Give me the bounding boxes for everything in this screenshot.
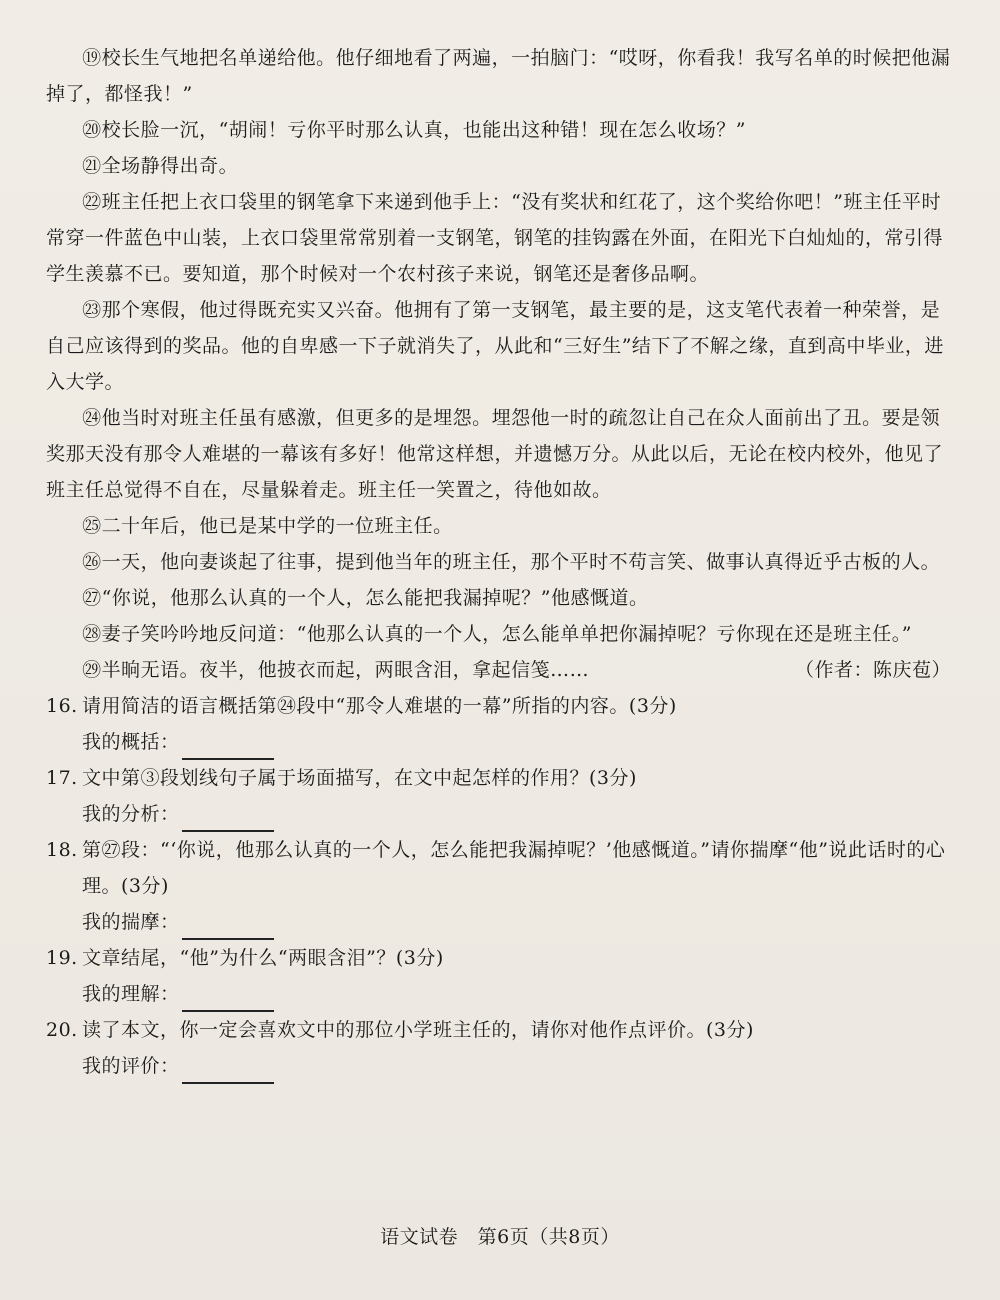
answer-label: 我的概括： [82, 731, 180, 753]
story-paragraph: ㉑全场静得出奇。 [82, 155, 239, 177]
story-paragraph: ⑲校长生气地把名单递给他。他仔细地看了两遍，一拍脑门：“哎呀，你看我！我写名单的时候把他漏掉了，都怪我！” [46, 47, 951, 105]
question-number: 17. [46, 767, 78, 789]
last-paragraph [46, 652, 951, 688]
question-text: 读了本文，你一定会喜欢文中的那位小学班主任的，请你对他作点评价。(3分) [82, 1019, 754, 1041]
question-item [46, 940, 951, 1012]
answer-row [46, 976, 951, 1012]
question-number: 20. [46, 1019, 78, 1041]
question-row [46, 940, 951, 976]
question-list [46, 688, 951, 1084]
question-number: 18. [46, 839, 78, 861]
answer-label: 我的分析： [82, 803, 180, 825]
question-number: 16. [46, 695, 78, 717]
question-text: 文中第③段划线句子属于场面描写，在文中起怎样的作用？(3分) [82, 767, 637, 789]
question-item [46, 1012, 951, 1084]
answer-row [46, 796, 951, 832]
answer-label: 我的理解： [82, 983, 180, 1005]
answer-blank[interactable] [182, 734, 274, 760]
question-item [46, 760, 951, 832]
page-footer: 语文试卷 第6页（共8页） [380, 1226, 620, 1248]
story-paragraph: ㉓那个寒假，他过得既充实又兴奋。他拥有了第一支钢笔，最主要的是，这支笔代表着一种荣誉，是自己应该得到的奖品。他的自卑感一下子就消失了，从此和“三好生”结下了不解之缘，直到高中毕业，进入大学。 [46, 299, 944, 393]
answer-blank[interactable] [182, 1058, 274, 1084]
question-item [46, 832, 951, 940]
story-paragraphs [46, 40, 951, 652]
story-paragraph: ㉕二十年后，他已是某中学的一位班主任。 [82, 515, 453, 537]
page-content [46, 40, 951, 1084]
answer-row [46, 904, 951, 940]
question-row [46, 760, 951, 796]
answer-blank[interactable] [182, 806, 274, 832]
question-item [46, 688, 951, 760]
question-text: 第㉗段：“‘你说，他那么认真的一个人，怎么能把我漏掉呢？’他感慨道。”请你揣摩“他”说此话时的心理。(3分) [82, 839, 946, 897]
story-paragraph: ㉔他当时对班主任虽有感激，但更多的是埋怨。埋怨他一时的疏忽让自己在众人面前出了丑。要是领奖那天没有那令人难堪的一幕该有多好！他常这样想，并遗憾万分。从此以后，无论在校内校外，他见了班主任总觉得不自在，尽量躲着走。班主任一笑置之，待他如故。 [46, 407, 944, 501]
answer-label: 我的评价： [82, 1055, 180, 1077]
story-paragraph: ㉘妻子笑吟吟地反问道：“他那么认真的一个人，怎么能单单把你漏掉呢？亏你现在还是班主任。” [82, 623, 913, 645]
question-row [46, 688, 951, 724]
question-text: 文章结尾，“他”为什么“两眼含泪”？(3分) [82, 947, 444, 969]
question-number: 19. [46, 947, 78, 969]
story-paragraph: ㉒班主任把上衣口袋里的钢笔拿下来递到他手上：“没有奖状和红花了，这个奖给你吧！”班主任平时常穿一件蓝色中山装，上衣口袋里常常别着一支钢笔，钢笔的挂钩露在外面，在阳光下白灿灿的，常引得学生羡慕不已。要知道，那个时候对一个农村孩子来说，钢笔还是奢侈品啊。 [46, 191, 944, 285]
question-row [46, 832, 951, 904]
question-text: 请用简洁的语言概括第㉔段中“那令人难堪的一幕”所指的内容。(3分) [82, 695, 677, 717]
answer-row [46, 1048, 951, 1084]
answer-label: 我的揣摩： [82, 911, 180, 933]
last-paragraph-text: ㉙半晌无语。夜半，他披衣而起，两眼含泪，拿起信笺…… [82, 659, 590, 681]
answer-blank[interactable] [182, 986, 274, 1012]
story-paragraph: ㉖一天，他向妻谈起了往事，提到他当年的班主任，那个平时不苟言笑、做事认真得近乎古板的人。 [82, 551, 941, 573]
answer-blank[interactable] [182, 914, 274, 940]
author-credit: （作者：陈庆苞） [794, 659, 951, 681]
story-paragraph: ㉗“你说，他那么认真的一个人，怎么能把我漏掉呢？”他感慨道。 [82, 587, 649, 609]
answer-row [46, 724, 951, 760]
story-paragraph: ⑳校长脸一沉，“胡闹！亏你平时那么认真，也能出这种错！现在怎么收场？” [82, 119, 747, 141]
question-row [46, 1012, 951, 1048]
